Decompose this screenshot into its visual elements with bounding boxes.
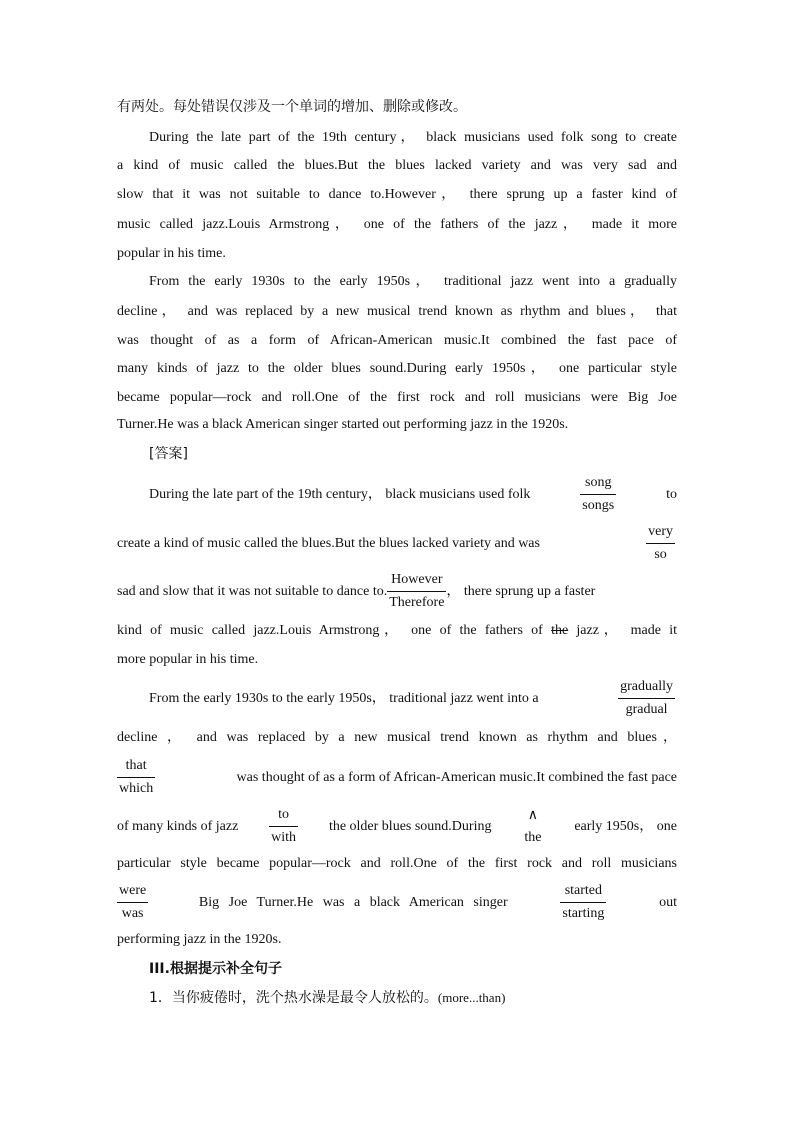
passage-line: From the early 1930s to the early 1950s， traditional jazz went into a gradually xyxy=(149,274,677,289)
passage-line: was thought of as a form of African-American music.It combined the fast pace of xyxy=(117,333,677,348)
answer-text: kind of music called jazz.Louis Armstrong， one of the fathers of xyxy=(117,623,543,638)
passage-line: Turner.He was a black American singer started out performing jazz in the 1920s. xyxy=(117,417,569,432)
passage-line: many kinds of jazz to the older blues sound.During early 1950s， one particular style xyxy=(117,361,677,376)
passage-line: a kind of music called the blues.But the blues lacked variety and was very sad and xyxy=(117,158,677,173)
question-item xyxy=(149,988,709,1009)
answer-text: Big Joe Turner.He was a black American singer xyxy=(198,894,508,910)
correction: $\frac{\text{were}}{\text{was}}$ xyxy=(117,880,148,925)
passage-line: music called jazz.Louis Armstrong， one of the fathers of the jazz， made it more xyxy=(117,217,677,232)
answer-text: early 1950s， one xyxy=(574,818,677,834)
answer-text: the older blues sound.During xyxy=(328,818,492,834)
answer-text: jazz， made it xyxy=(576,623,678,638)
correction: $\frac{\text{very}}{so}$ xyxy=(646,521,675,566)
answer-text: of many kinds of jazz xyxy=(117,818,239,834)
correction: $\frac{\text{started}}{\text{starting}}$ xyxy=(560,880,606,925)
answer-line xyxy=(117,880,677,925)
answer-text: out xyxy=(659,894,677,910)
passage-line: decline， and was replaced by a new musical trend known as rhythm and blues， that xyxy=(117,304,677,319)
insertion: ∧ the xyxy=(524,807,542,845)
correction: $\frac{\text{that}}{\text{which}}$ xyxy=(117,755,155,800)
passage-line: slow that it was not suitable to dance to.However， there sprung up a faster kind of xyxy=(117,187,677,202)
correction: $\frac{to}{\text{with}}$ xyxy=(269,804,298,849)
answer-line xyxy=(117,804,677,849)
answer-text: sad and slow that it was not suitable to dance to. xyxy=(117,583,388,599)
answer-text: to xyxy=(666,486,677,502)
answer-line xyxy=(117,621,677,641)
answer-text: From the early 1930s to the early 1950s， traditional jazz went into a xyxy=(149,690,539,706)
passage-line: became popular—rock and roll.One of the first rock and roll musicians were Big Joe xyxy=(117,390,677,405)
question-text: 1．当你疲倦时，洗个热水澡是最令人放松的。 xyxy=(149,990,438,1006)
answer-line xyxy=(149,676,677,721)
answer-line: decline ， and was replaced by a new musical trend known as rhythm and blues， xyxy=(117,730,677,745)
section-heading: III.根据提示补全句子 xyxy=(149,961,282,977)
answer-line xyxy=(117,569,677,614)
answer-line: performing jazz in the 1920s. xyxy=(117,932,282,947)
question-hint: (more...than) xyxy=(437,990,506,1005)
answer-line xyxy=(117,521,677,566)
correction: $\frac{\text{song}}{\text{songs}}$ xyxy=(580,472,616,517)
answer-text: was thought of as a form of African-American music.It combined the fast pace xyxy=(236,769,677,785)
answer-line xyxy=(149,472,677,517)
passage-line: During the late part of the 19th century， black musicians used folk song to create xyxy=(149,130,677,145)
answer-line: particular style became popular—rock and roll.One of the first rock and roll musicians xyxy=(117,856,677,871)
correction: $\frac{\text{gradually}}{\text{gradual}}$ xyxy=(618,676,675,721)
intro-line: 有两处。每处错误仅涉及一个单词的增加、删除或修改。 xyxy=(117,99,467,115)
answer-text: During the late part of the 19th century， black musicians used folk xyxy=(149,486,531,502)
answer-line: more popular in his time. xyxy=(117,652,259,667)
passage-line: popular in his time. xyxy=(117,246,226,261)
deleted-word: the xyxy=(551,623,569,638)
answer-line xyxy=(117,755,677,800)
answer-text: create a kind of music called the blues.But the blues lacked variety and was xyxy=(117,535,540,551)
answer-text: ， there sprung up a faster xyxy=(446,583,596,599)
correction: $\frac{\text{However}}{\text{Therefore}}$ xyxy=(387,569,446,614)
answer-label: [答案] xyxy=(149,446,188,462)
